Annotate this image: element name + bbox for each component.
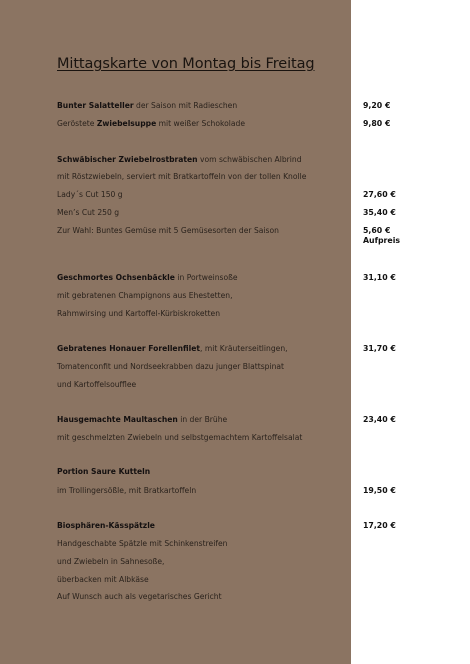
price-zwiebelsuppe: 9,80 € bbox=[363, 119, 391, 128]
dish-description: mit geschmelzten Zwiebeln und selbstgemachtem Kartoffelsalat bbox=[57, 433, 303, 442]
menu-item-forellenfilet bbox=[57, 344, 288, 354]
dish-description: überbacken mit Albkäse bbox=[57, 575, 149, 584]
dish-name: Geschmortes Ochsenbäckle bbox=[57, 273, 175, 282]
portion-option: Men’s Cut 250 g bbox=[57, 208, 120, 217]
dish-description: , mit Kräuterseitlingen, bbox=[200, 344, 288, 353]
price-ochsenbaeckle: 31,10 € bbox=[363, 273, 396, 282]
dish-name: Gebratenes Honauer Forellenfilet bbox=[57, 344, 201, 353]
dish-description: mit Röstzwiebeln, serviert mit Bratkartoffeln von der tollen Knolle bbox=[57, 172, 307, 181]
dish-description: Rahmwirsing und Kartoffel-Kürbiskroketten bbox=[57, 309, 221, 318]
dish-description: in Portweinsoße bbox=[174, 273, 238, 282]
dish-note: Auf Wunsch auch als vegetarisches Gericht bbox=[57, 592, 222, 601]
dish-description: der Saison mit Radieschen bbox=[133, 101, 238, 110]
dish-description: Tomatenconfit und Nordseekrabben dazu junger Blattspinat bbox=[57, 362, 285, 371]
dish-description: mit gebratenen Champignons aus Ehestetten, bbox=[57, 291, 233, 300]
menu-item-zwiebelsuppe bbox=[57, 119, 245, 129]
price-mens-cut: 35,40 € bbox=[363, 208, 396, 217]
dish-description: im Trollingersößle, mit Bratkartoffeln bbox=[57, 486, 197, 495]
menu-item-salatteller bbox=[57, 101, 237, 111]
menu-item-kaesspaetzle bbox=[57, 521, 155, 531]
price-column-panel bbox=[351, 0, 470, 664]
dish-description: mit weißer Schokolade bbox=[156, 119, 246, 128]
menu-item-zwiebelrostbraten bbox=[57, 155, 302, 165]
portion-option: Lady´s Cut 150 g bbox=[57, 190, 123, 199]
side-option: Zur Wahl: Buntes Gemüse mit 5 Gemüsesorten der Saison bbox=[57, 226, 279, 235]
price-kaesspaetzle: 17,20 € bbox=[363, 521, 396, 530]
price-maultaschen: 23,40 € bbox=[363, 415, 396, 424]
dish-name: Hausgemachte Maultaschen bbox=[57, 415, 178, 424]
price-aufpreis-label: Aufpreis bbox=[363, 236, 401, 245]
menu-item-maultaschen bbox=[57, 415, 227, 425]
menu-item-kutteln bbox=[57, 467, 150, 477]
price-forellenfilet: 31,70 € bbox=[363, 344, 396, 353]
dish-name: Biosphären-Kässpätzle bbox=[57, 521, 155, 530]
dish-description: und Kartoffelsoufflee bbox=[57, 380, 137, 389]
price-ladys-cut: 27,60 € bbox=[363, 190, 396, 199]
dish-description: vom schwäbischen Albrind bbox=[197, 155, 302, 164]
dish-name: Portion Saure Kutteln bbox=[57, 467, 151, 476]
dish-name: Zwiebelsuppe bbox=[96, 119, 157, 128]
dish-name: Schwäbischer Zwiebelrostbraten bbox=[57, 155, 198, 164]
dish-description: in der Brühe bbox=[177, 415, 228, 424]
price-kutteln: 19,50 € bbox=[363, 486, 396, 495]
dish-description: Handgeschabte Spätzle mit Schinkenstreifen bbox=[57, 539, 228, 548]
price-salatteller: 9,20 € bbox=[363, 101, 391, 110]
menu-title: Mittagskarte von Montag bis Freitag bbox=[57, 56, 315, 72]
menu-item-ochsenbaeckle bbox=[57, 273, 238, 283]
dish-description: Geröstete bbox=[57, 119, 97, 128]
dish-description: und Zwiebeln in Sahnesoße, bbox=[57, 557, 165, 566]
price-gemuese-aufpreis: 5,60 € bbox=[363, 226, 391, 235]
dish-name: Bunter Salatteller bbox=[57, 101, 134, 110]
